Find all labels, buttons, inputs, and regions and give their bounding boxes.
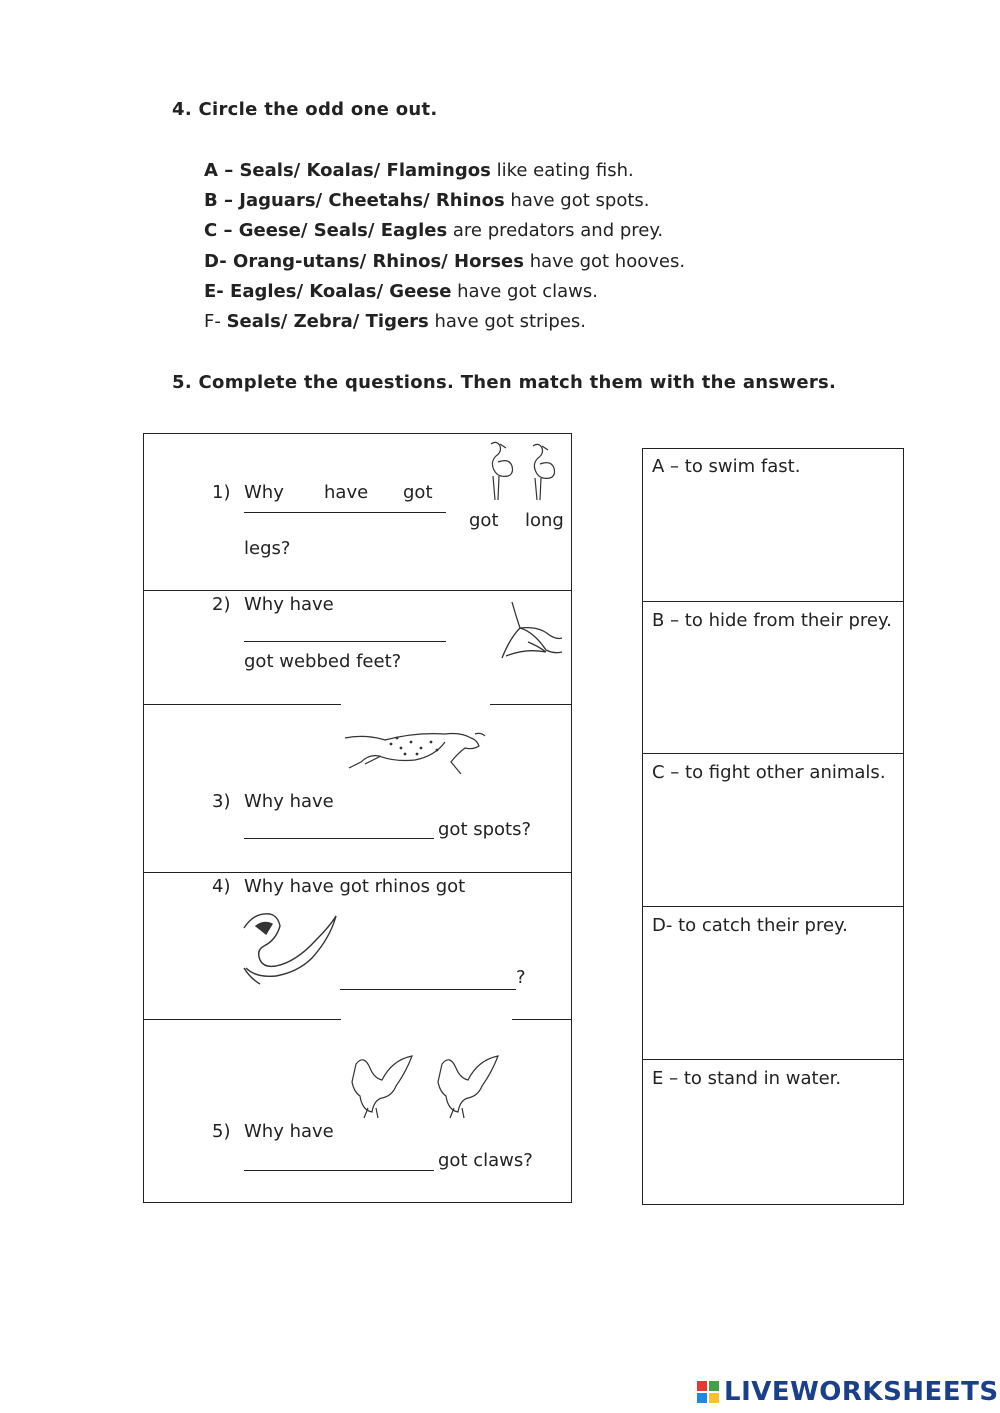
item-choices: D- Orang-utans/ Rhinos/ Horses xyxy=(204,251,524,272)
item-statement: are predators and prey. xyxy=(447,220,664,241)
odd-one-out-item-e xyxy=(204,281,598,302)
item-choices: E- Eagles/ Koalas/ Geese xyxy=(204,281,452,302)
question-5-number: 5) xyxy=(212,1121,231,1142)
row-divider xyxy=(144,704,341,705)
answer-text: B – to hide from their prey. xyxy=(652,610,892,631)
answer-c[interactable] xyxy=(643,753,903,906)
question-4-word: Why have got rhinos got xyxy=(244,876,466,897)
question-1-word: have xyxy=(324,482,369,503)
answer-e[interactable] xyxy=(643,1059,903,1204)
item-statement: have got claws. xyxy=(451,281,598,302)
question-2-number: 2) xyxy=(212,594,231,615)
item-statement: like eating fish. xyxy=(490,160,634,181)
odd-one-out-item-c xyxy=(204,220,663,241)
row-divider xyxy=(490,704,571,705)
question-2-blank[interactable] xyxy=(244,641,446,642)
item-statement: have got hooves. xyxy=(523,251,686,272)
item-choices: Seals/ Zebra/ Tigers xyxy=(226,311,429,332)
row-divider xyxy=(144,590,571,591)
question-1-word: got xyxy=(469,510,499,531)
section-5-heading: 5. Complete the questions. Then match them with the answers. xyxy=(172,372,837,393)
question-3-number: 3) xyxy=(212,791,231,812)
question-5-blank[interactable] xyxy=(244,1170,434,1171)
question-3-word: Why have xyxy=(244,791,334,812)
question-4-number: 4) xyxy=(212,876,231,897)
item-choices: B – Jaguars/ Cheetahs/ Rhinos xyxy=(204,190,505,211)
answers-table xyxy=(642,448,904,1205)
liveworksheets-logo-icon xyxy=(697,1381,721,1403)
eagle-icon xyxy=(350,1046,510,1124)
question-3-word: got spots? xyxy=(438,819,532,840)
answer-text: D- to catch their prey. xyxy=(652,915,848,936)
question-1-word: got xyxy=(403,482,433,503)
row-divider xyxy=(144,1019,341,1020)
question-5-word: got claws? xyxy=(438,1150,533,1171)
answer-b[interactable] xyxy=(643,601,903,754)
answer-text: A – to swim fast. xyxy=(652,456,801,477)
item-choices: A – Seals/ Koalas/ Flamingos xyxy=(204,160,491,181)
cheetah-icon xyxy=(341,724,491,774)
answer-d[interactable] xyxy=(643,906,903,1059)
item-statement: have got spots. xyxy=(504,190,650,211)
item-prefix: F- xyxy=(204,311,227,332)
question-1-word: Why xyxy=(244,482,284,503)
question-3-blank[interactable] xyxy=(244,838,434,839)
answer-text: C – to fight other animals. xyxy=(652,762,886,783)
question-1-blank[interactable] xyxy=(244,512,446,513)
liveworksheets-logo[interactable]: LIVEWORKSHEETS xyxy=(724,1377,999,1407)
question-4-blank[interactable] xyxy=(340,989,516,990)
odd-one-out-item-a xyxy=(204,160,634,181)
section-4-heading: 4. Circle the odd one out. xyxy=(172,99,438,120)
question-1-word: long xyxy=(525,510,564,531)
row-divider xyxy=(144,872,571,873)
question-1-number: 1) xyxy=(212,482,231,503)
question-5-word: Why have xyxy=(244,1121,334,1142)
webbed-foot-icon xyxy=(498,598,568,664)
question-1-word: legs? xyxy=(244,538,291,559)
odd-one-out-item-f xyxy=(204,311,586,332)
row-divider xyxy=(512,1019,571,1020)
question-2-word: Why have xyxy=(244,594,334,615)
question-2-word: got webbed feet? xyxy=(244,651,402,672)
flamingo-icon xyxy=(469,438,565,504)
odd-one-out-item-b xyxy=(204,190,650,211)
question-4-word: ? xyxy=(516,967,526,988)
answer-text: E – to stand in water. xyxy=(652,1068,842,1089)
answer-a[interactable] xyxy=(643,448,903,600)
item-choices: C – Geese/ Seals/ Eagles xyxy=(204,220,448,241)
questions-table xyxy=(143,433,572,1203)
item-statement: have got stripes. xyxy=(428,311,587,332)
odd-one-out-item-d xyxy=(204,251,685,272)
rhino-horn-icon xyxy=(240,908,340,990)
